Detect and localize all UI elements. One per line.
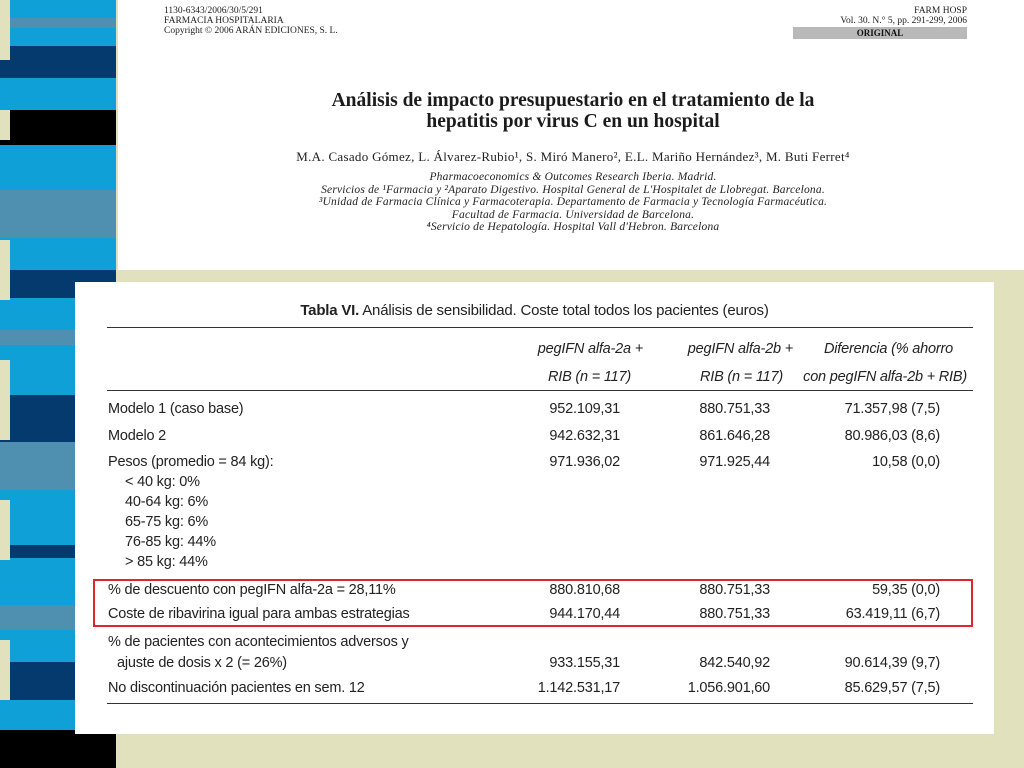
weight-bracket: > 85 kg: 44%: [125, 554, 208, 570]
table-title-number: Tabla VI.: [300, 302, 360, 319]
row-label: No discontinuación pacientes en sem. 12: [108, 680, 365, 696]
journal-name: FARMACIA HOSPITALARIA: [164, 16, 284, 26]
stripe-band: [0, 28, 116, 46]
row-label: % de pacientes con acontecimientos adversos y: [108, 634, 409, 650]
weight-bracket: < 40 kg: 0%: [125, 474, 200, 490]
value-cell: 952.109,31: [549, 401, 620, 417]
value-cell: 880.751,33: [699, 582, 770, 598]
weight-bracket: 76-85 kg: 44%: [125, 534, 216, 550]
journal-volume-info: [793, 6, 967, 39]
value-cell: 85.629,57 (7,5): [844, 680, 940, 696]
table-bottom-rule: [107, 703, 973, 704]
weight-bracket: 65-75 kg: 6%: [125, 514, 209, 530]
affiliation-line: Facultad de Farmacia. Universidad de Barcelona.: [451, 208, 695, 221]
article-title: [178, 90, 968, 132]
stripe-band: [0, 110, 116, 145]
stripe-accent: [0, 0, 10, 60]
column-header: pegIFN alfa-2a +: [537, 341, 643, 357]
stripe-band: [0, 18, 116, 28]
value-cell: 880.751,33: [699, 401, 770, 417]
value-cell: 842.540,92: [699, 655, 770, 671]
weight-bracket: 40-64 kg: 6%: [125, 494, 209, 510]
table-top-rule: [107, 327, 973, 328]
row-label: Coste de ribavirina igual para ambas estrategias: [108, 606, 410, 622]
journal-abbrev: FARM HOSP: [914, 6, 967, 16]
value-cell: 971.925,44: [699, 454, 770, 470]
header-rule: [107, 390, 973, 391]
column-header: con pegIFN alfa-2b + RIB): [803, 369, 967, 385]
column-header: RIB (n = 117): [700, 369, 783, 385]
affiliation-line: ⁴Servicio de Hepatología. Hospital Vall d'Hebron. Barcelona: [426, 221, 720, 234]
stripe-band: [0, 0, 116, 18]
value-cell: 71.357,98 (7,5): [844, 401, 940, 417]
article-title-line: hepatitis por virus C en un hospital: [426, 111, 720, 132]
article-title-line: Análisis de impacto presupuestario en el tratamiento de la: [331, 90, 815, 111]
table-title: [75, 302, 994, 319]
row-label: % de descuento con pegIFN alfa-2a = 28,11%: [108, 582, 396, 598]
column-header: Diferencia (% ahorro: [824, 341, 953, 357]
value-cell: 861.646,28: [699, 428, 770, 444]
stripe-band: [0, 190, 116, 238]
section-badge: ORIGINAL: [793, 27, 967, 39]
stripe-band: [0, 730, 116, 768]
value-cell: 933.155,31: [549, 655, 620, 671]
value-cell: 90.614,39 (9,7): [844, 655, 940, 671]
article-header: [118, 0, 1024, 270]
copyright-line: Copyright © 2006 ARÁN EDICIONES, S. L.: [164, 26, 338, 36]
value-cell: 944.170,44: [549, 606, 620, 622]
sensitivity-table-panel: [75, 282, 994, 734]
affiliation-line: ³Unidad de Farmacia Clínica y Farmacoterapia. Departamento de Farmacia y Tecnología Farmacéutica.: [318, 196, 828, 209]
stripe-accent: [0, 360, 10, 440]
row-label: Modelo 2: [108, 428, 167, 444]
article-authors: M.A. Casado Gómez, L. Álvarez-Rubio¹, S. Miró Manero², E.L. Mariño Hernández³, M. Buti Ferret⁴: [296, 149, 850, 164]
journal-meta: [164, 6, 338, 36]
column-header: pegIFN alfa-2b +: [687, 341, 793, 357]
value-cell: 971.936,02: [549, 454, 620, 470]
value-cell: 880.810,68: [549, 582, 620, 598]
issn-line: 1130-6343/2006/30/5/291: [164, 6, 263, 16]
column-header: RIB (n = 117): [548, 369, 631, 385]
stripe-band: [0, 78, 116, 110]
value-cell: 10,58 (0,0): [872, 454, 940, 470]
stripe-accent: [0, 110, 10, 140]
affiliations: [178, 171, 968, 234]
row-label: Pesos (promedio = 84 kg):: [108, 454, 274, 470]
value-cell: 1.142.531,17: [537, 680, 620, 696]
stripe-band: [0, 46, 116, 78]
stripe-band: [0, 238, 116, 270]
value-cell: 59,35 (0,0): [872, 582, 940, 598]
affiliation-line: Servicios de ¹Farmacia y ²Aparato Digestivo. Hospital General de L'Hospitalet de Llobregat. Barcelona.: [321, 183, 825, 196]
stripe-accent: [0, 240, 10, 300]
table-title-text: Análisis de sensibilidad. Coste total todos los pacientes (euros): [359, 302, 769, 319]
affiliation-line: Pharmacoeconomics & Outcomes Research Iberia. Madrid.: [429, 171, 717, 183]
value-cell: 80.986,03 (8,6): [844, 428, 940, 444]
value-cell: 880.751,33: [699, 606, 770, 622]
stripe-band: [0, 145, 116, 190]
volume-line: Vol. 30. N.° 5, pp. 291-299, 2006: [840, 16, 967, 26]
stripe-accent: [0, 640, 10, 700]
value-cell: 1.056.901,60: [687, 680, 770, 696]
row-label: Modelo 1 (caso base): [108, 401, 244, 417]
value-cell: 63.419,11 (6,7): [845, 606, 940, 622]
row-label-continuation: ajuste de dosis x 2 (= 26%): [117, 655, 287, 671]
value-cell: 942.632,31: [549, 428, 620, 444]
stripe-accent: [0, 500, 10, 560]
